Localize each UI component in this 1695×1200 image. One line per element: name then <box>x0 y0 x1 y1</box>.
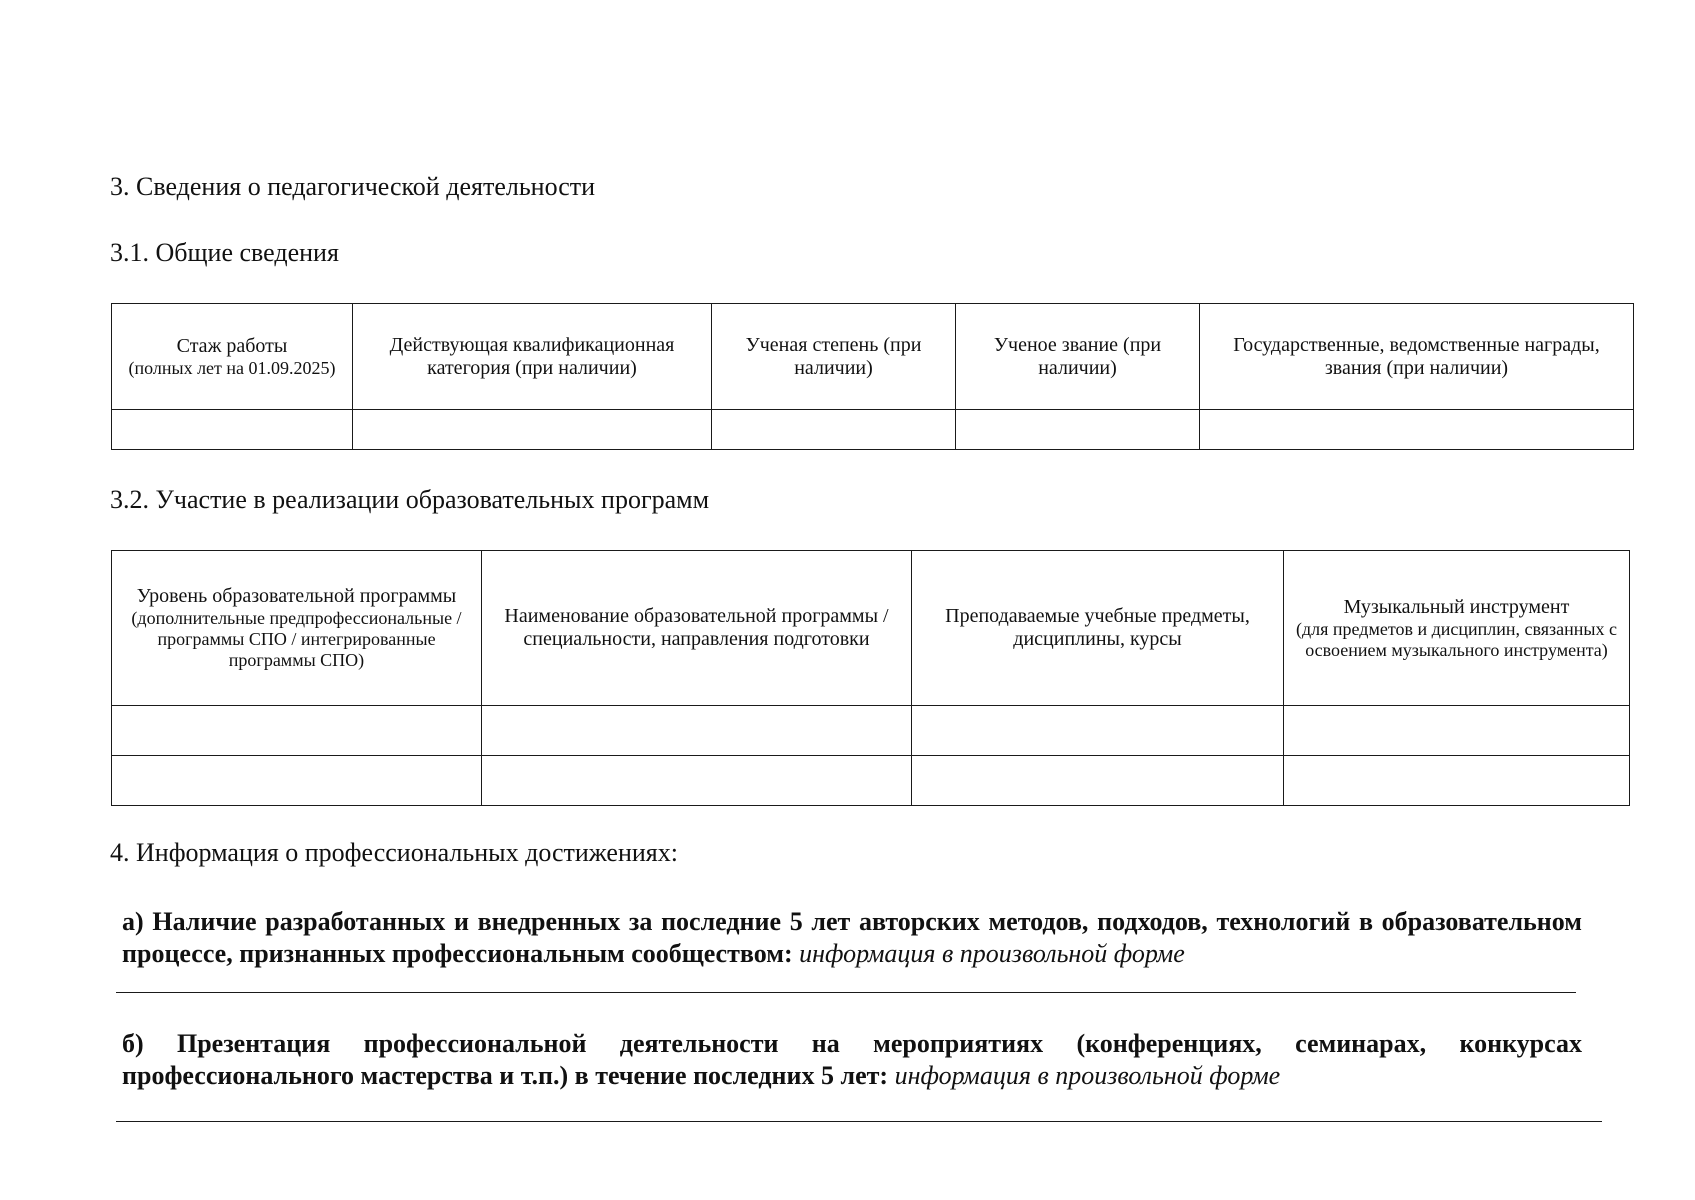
header-instrument <box>1284 551 1630 706</box>
header-degree-label: Ученая степень (при наличии) <box>745 333 922 379</box>
header-subjects <box>912 551 1284 706</box>
cell-program-name-row1[interactable] <box>482 706 912 756</box>
section-4-title: 4. Информация о профессиональных достижениях: <box>110 838 678 867</box>
section-3-2-title: 3.2. Участие в реализации образовательных программ <box>110 485 710 514</box>
achievement-a-line[interactable] <box>116 992 1576 993</box>
header-program-level-label: Уровень образовательной программы <box>136 585 457 608</box>
header-category-label: Действующая квалификационная категория (при наличии) <box>389 333 675 379</box>
programs-table <box>111 550 1630 806</box>
achievement-b-text: б) Презентация профессиональной деятельности на мероприятиях (конференциях, семинарах, конкурсах профессионального мастерства и т.п.) в течение последних 5 лет: <box>122 1029 1582 1090</box>
cell-program-level-row2[interactable] <box>112 756 482 806</box>
cell-subjects-row1[interactable] <box>912 706 1284 756</box>
header-experience <box>112 304 353 410</box>
header-academic-title <box>956 304 1200 410</box>
cell-awards[interactable] <box>1200 410 1634 450</box>
header-category <box>353 304 712 410</box>
cell-category[interactable] <box>353 410 712 450</box>
achievement-b-line[interactable] <box>116 1121 1602 1122</box>
header-subjects-label: Преподаваемые учебные предметы, дисциплины, курсы <box>945 605 1250 650</box>
cell-subjects-row2[interactable] <box>912 756 1284 806</box>
cell-instrument-row1[interactable] <box>1284 706 1630 756</box>
achievement-b-hint: информация в произвольной форме <box>894 1061 1281 1090</box>
header-awards <box>1200 304 1634 410</box>
header-degree <box>712 304 956 410</box>
header-experience-note: (полных лет на 01.09.2025) <box>128 357 336 378</box>
cell-program-name-row2[interactable] <box>482 756 912 806</box>
header-program-name <box>482 551 912 706</box>
cell-experience[interactable] <box>112 410 353 450</box>
cell-degree[interactable] <box>712 410 956 450</box>
cell-program-level-row1[interactable] <box>112 706 482 756</box>
header-awards-label: Государственные, ведомственные награды, звания (при наличии) <box>1233 333 1600 379</box>
header-program-name-label: Наименование образовательной программы / специальности, направления подготовки <box>504 605 889 650</box>
header-instrument-note: (для предметов и дисциплин, связанных с освоением музыкального инструмента) <box>1295 618 1617 660</box>
section-3-title: 3. Сведения о педагогической деятельности <box>110 172 596 201</box>
section-3-1-title: 3.1. Общие сведения <box>110 238 339 267</box>
cell-instrument-row2[interactable] <box>1284 756 1630 806</box>
achievement-a-text: а) Наличие разработанных и внедренных за последние 5 лет авторских методов, подходов, технологий в образовательном процессе, признанных профессиональным сообществом: <box>122 907 1582 968</box>
header-program-level <box>112 551 482 706</box>
header-instrument-label: Музыкальный инструмент <box>1343 595 1570 618</box>
achievement-b <box>122 1028 1582 1092</box>
cell-academic-title[interactable] <box>956 410 1200 450</box>
header-experience-label: Стаж работы <box>176 334 288 357</box>
achievement-a-hint: информация в произвольной форме <box>799 939 1185 968</box>
header-program-level-note: (дополнительные предпрофессиональные / программы СПО / интегрированные программы СПО) <box>131 608 462 670</box>
general-info-table <box>111 303 1634 450</box>
achievement-a <box>122 906 1582 970</box>
header-academic-title-label: Ученое звание (при наличии) <box>993 333 1162 379</box>
